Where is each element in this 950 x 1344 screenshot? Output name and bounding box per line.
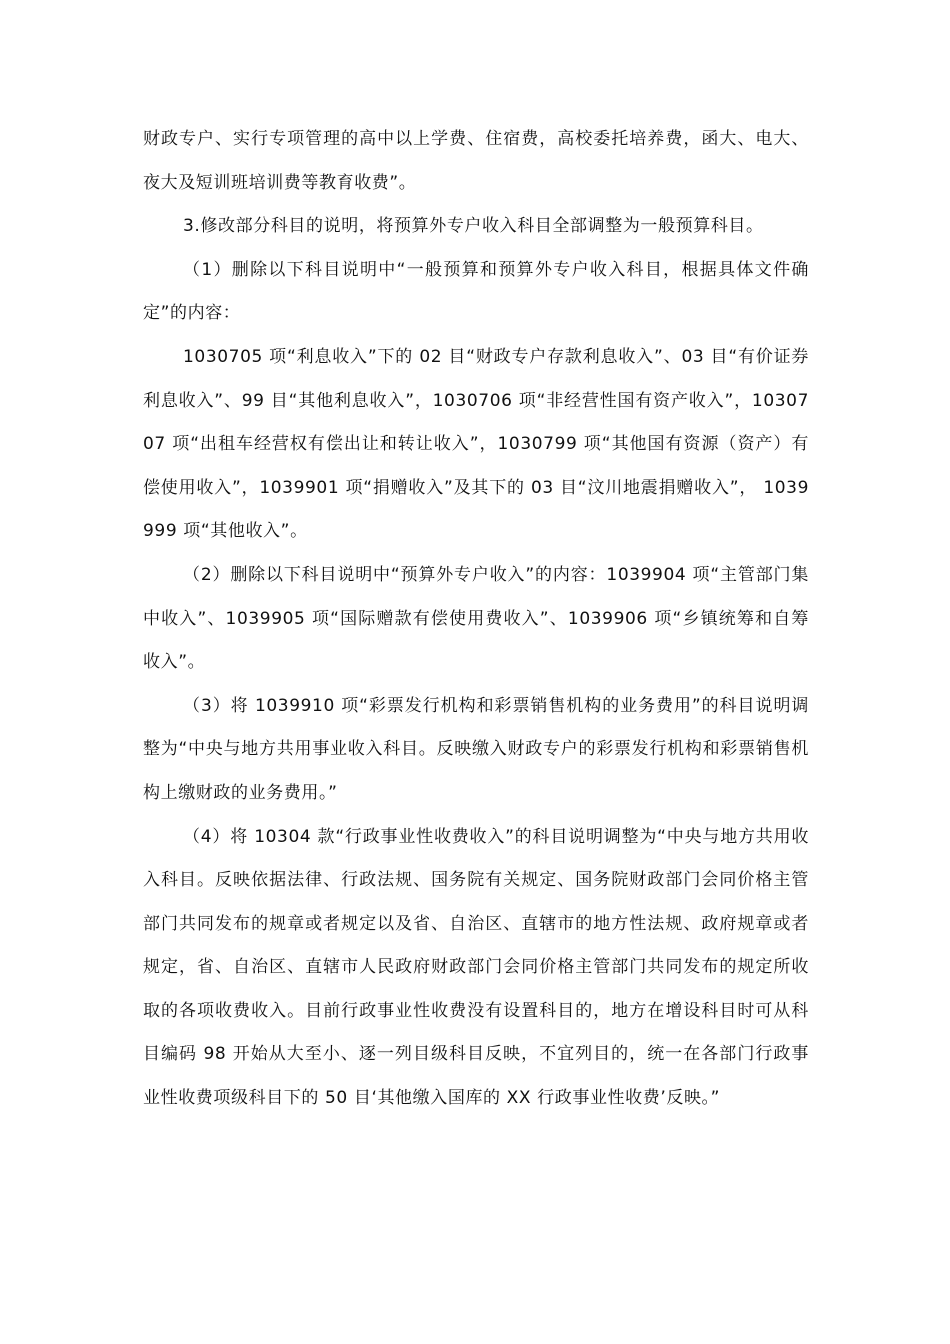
paragraph-subitem-2: （2）删除以下科目说明中“预算外专户收入”的内容：1039904 项“主管部门集中收入”、1039905 项“国际赠款有偿使用费收入”、1039906 项“乡镇统筹和自筹收入”。: [143, 564, 809, 673]
paragraph-subitem-1: （1）删除以下科目说明中“一般预算和预算外专户收入科目，根据具体文件确定”的内容：: [143, 259, 809, 324]
paragraph-subitem-3: （3）将 1039910 项“彩票发行机构和彩票销售机构的业务费用”的科目说明调整为“中央与地方共用事业收入科目。反映缴入财政专户的彩票发行机构和彩票销售机构上缴财政的业务费用。”: [143, 695, 809, 803]
document-body: [143, 118, 809, 1121]
paragraph-subitem-4: （4）将 10304 款“行政事业性收费收入”的科目说明调整为“中央与地方共用收入科目。反映依据法律、行政法规、国务院有关规定、国务院财政部门会同价格主管部门共同发布的规章或者规定以及省、自治区、直辖市的地方性法规、政府规章或者规定，省、自治区、直辖市人民政府财政部门会同价格主管部门共同发布的规定所收取的各项收费收入。目前行政事业性收费没有设置科目的，地方在增设科目时可从科目编码 98 开始从大至小、逐一列目级科目反映，不宜列目的，统一在各部门行政事业性收费项级科目下的 50 目‘其他缴入国库的 XX 行政事业性收费’反映。”: [143, 826, 809, 1109]
paragraph-subitem-1-detail: 1030705 项“利息收入”下的 02 目“财政专户存款利息收入”、03 目“有价证券利息收入”、99 目“其他利息收入”，1030706 项“非经营性国有资产收入”，1030707 项“出租车经营权有偿出让和转让收入”，1030799 项“其他国有资源（资产）有偿使用收入”，1039901 项“捐赠收入”及其下的 03 目“汶川地震捐赠收入”， 1039999 项“其他收入”。: [143, 346, 809, 542]
paragraph-item-3: 3.修改部分科目的说明，将预算外专户收入科目全部调整为一般预算科目。: [183, 216, 764, 237]
paragraph-continuation: 财政专户、实行专项管理的高中以上学费、住宿费，高校委托培养费，函大、电大、夜大及短训班培训费等教育收费”。: [143, 129, 809, 193]
